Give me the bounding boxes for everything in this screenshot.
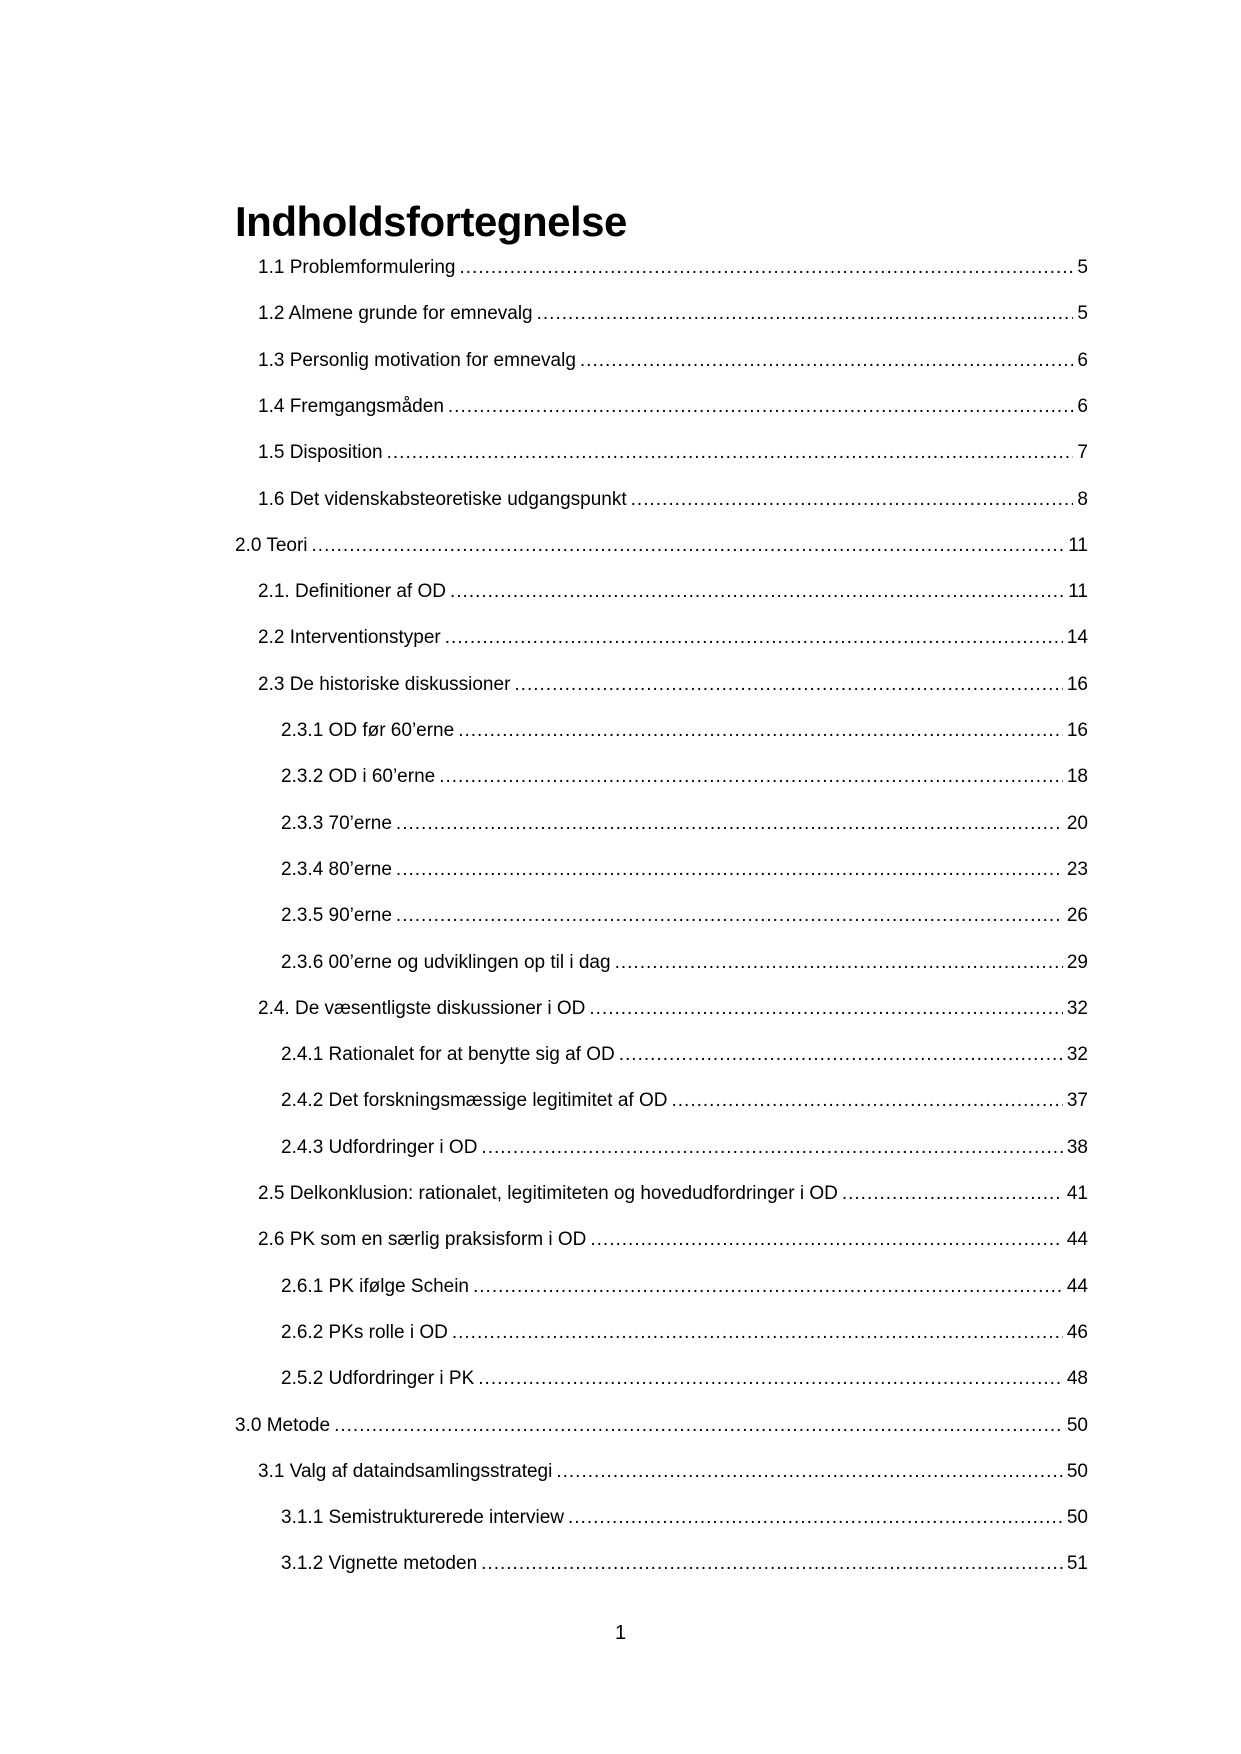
toc-dot-leader bbox=[514, 670, 1062, 700]
toc-entry[interactable] bbox=[258, 392, 1088, 422]
toc-entry-page: 5 bbox=[1077, 257, 1088, 278]
toc-entry[interactable] bbox=[281, 762, 1088, 792]
toc-entry[interactable] bbox=[281, 901, 1088, 931]
toc-entry-label: 2.4.1 Rationalet for at benytte sig af OD bbox=[281, 1044, 615, 1066]
toc-entry-page: 37 bbox=[1066, 1090, 1088, 1112]
toc-entry-page: 23 bbox=[1066, 858, 1088, 880]
toc-entry[interactable] bbox=[258, 253, 1088, 283]
toc-entry-label: 2.3.3 70’erne bbox=[281, 812, 392, 834]
toc-dot-leader bbox=[672, 1086, 1063, 1116]
toc-entry[interactable] bbox=[258, 1179, 1088, 1209]
toc-entry-page: 38 bbox=[1066, 1136, 1088, 1158]
toc-dot-leader bbox=[580, 346, 1074, 376]
toc-entry[interactable] bbox=[281, 1503, 1088, 1533]
toc-entry-page: 11 bbox=[1068, 581, 1088, 603]
toc-entry-label: 1.6 Det videnskabsteoretiske udgangspunkt bbox=[258, 488, 627, 510]
toc-dot-leader bbox=[396, 809, 1063, 839]
toc-entry-page: 51 bbox=[1066, 1553, 1088, 1575]
toc-entry[interactable] bbox=[258, 346, 1088, 376]
toc-entry-page: 11 bbox=[1068, 534, 1088, 556]
toc-entry-page: 41 bbox=[1066, 1183, 1088, 1204]
toc-entry-page: 18 bbox=[1066, 766, 1088, 788]
toc-dot-leader bbox=[619, 1040, 1063, 1070]
toc-entry[interactable] bbox=[281, 1272, 1088, 1302]
toc-entry-page: 50 bbox=[1066, 1507, 1088, 1529]
toc-entry-label: 2.0 Teori bbox=[235, 534, 308, 556]
toc-entry-label: 1.5 Disposition bbox=[258, 442, 383, 464]
toc-entry[interactable] bbox=[235, 1411, 1088, 1441]
toc-dot-leader bbox=[396, 901, 1063, 931]
toc-dot-leader bbox=[396, 855, 1063, 885]
toc-dot-leader bbox=[450, 577, 1064, 607]
toc-entry-page: 20 bbox=[1066, 812, 1088, 834]
toc-dot-leader bbox=[481, 1133, 1062, 1163]
toc-entry-label: 2.5 Delkonklusion: rationalet, legitimiteten og hovedudfordringer i OD bbox=[258, 1183, 838, 1204]
toc-entry-label: 2.3.5 90’erne bbox=[281, 905, 392, 927]
toc-entry-page: 26 bbox=[1066, 905, 1088, 927]
toc-entry-label: 1.4 Fremgangsmåden bbox=[258, 395, 444, 417]
toc-entry-label: 3.1 Valg af dataindsamlingsstrategi bbox=[258, 1460, 553, 1482]
toc-dot-leader bbox=[631, 485, 1074, 515]
toc-entry[interactable] bbox=[281, 1040, 1088, 1070]
toc-entry-label: 2.5.2 Udfordringer i PK bbox=[281, 1368, 475, 1390]
toc-entry-label: 3.0 Metode bbox=[235, 1414, 331, 1436]
toc-entry[interactable] bbox=[281, 1318, 1088, 1348]
toc-entry-page: 14 bbox=[1066, 627, 1088, 649]
toc-entry-label: 2.3.2 OD i 60’erne bbox=[281, 766, 436, 788]
toc-dot-leader bbox=[452, 1318, 1063, 1348]
toc-entry[interactable] bbox=[281, 948, 1088, 978]
toc-entry-page: 6 bbox=[1077, 395, 1088, 417]
toc-entry-label: 1.2 Almene grunde for emnevalg bbox=[258, 303, 533, 325]
toc-entry-page: 32 bbox=[1066, 1044, 1088, 1066]
toc-dot-leader bbox=[556, 1457, 1063, 1487]
toc-entry[interactable] bbox=[281, 716, 1088, 746]
toc-entry-page: 46 bbox=[1066, 1321, 1088, 1343]
toc-dot-leader bbox=[312, 531, 1065, 561]
toc-entry[interactable] bbox=[258, 1457, 1088, 1487]
toc-entry[interactable] bbox=[258, 994, 1088, 1024]
toc-dot-leader bbox=[387, 438, 1074, 468]
toc-entry-label: 2.1. Definitioner af OD bbox=[258, 581, 446, 603]
toc-entry[interactable] bbox=[258, 670, 1088, 700]
toc-entry[interactable] bbox=[281, 809, 1088, 839]
toc-entry-page: 7 bbox=[1077, 442, 1088, 464]
toc-entry[interactable] bbox=[281, 1086, 1088, 1116]
toc-entry[interactable] bbox=[258, 577, 1088, 607]
toc-heading: Indholdsfortegnelse bbox=[235, 198, 627, 245]
toc-entry-page: 16 bbox=[1066, 673, 1088, 695]
toc-entry-page: 48 bbox=[1066, 1368, 1088, 1390]
toc-entry-page: 8 bbox=[1077, 488, 1088, 510]
toc-dot-leader bbox=[568, 1503, 1063, 1533]
toc-entry[interactable] bbox=[258, 1225, 1088, 1255]
toc-dot-leader bbox=[445, 623, 1063, 653]
toc-dot-leader bbox=[473, 1272, 1063, 1302]
toc-entry[interactable] bbox=[235, 531, 1088, 561]
toc-entry-label: 2.3.4 80’erne bbox=[281, 858, 392, 880]
toc-entry-label: 3.1.2 Vignette metoden bbox=[281, 1553, 478, 1575]
toc-entry[interactable] bbox=[281, 855, 1088, 885]
toc-dot-leader bbox=[842, 1179, 1063, 1209]
toc-dot-leader bbox=[439, 762, 1063, 792]
toc-entry-label: 3.1.1 Semistrukturerede interview bbox=[281, 1507, 565, 1529]
toc-entry-label: 2.2 Interventionstyper bbox=[258, 627, 441, 649]
toc-entry[interactable] bbox=[258, 485, 1088, 515]
toc-entry-label: 1.1 Problemformulering bbox=[258, 257, 456, 278]
toc-dot-leader bbox=[481, 1549, 1063, 1579]
toc-entry[interactable] bbox=[281, 1133, 1088, 1163]
toc-entry-page: 44 bbox=[1066, 1229, 1088, 1251]
toc-dot-leader bbox=[458, 716, 1063, 746]
toc-dot-leader bbox=[589, 994, 1062, 1024]
toc-entry[interactable] bbox=[258, 623, 1088, 653]
toc-entry-label: 2.3 De historiske diskussioner bbox=[258, 673, 511, 695]
toc-entry-page: 5 bbox=[1077, 303, 1088, 325]
toc-entry-page: 50 bbox=[1066, 1414, 1088, 1436]
toc-entry[interactable] bbox=[281, 1549, 1088, 1579]
toc-entry-label: 2.6 PK som en særlig praksisform i OD bbox=[258, 1229, 587, 1251]
toc-entry-label: 2.4. De væsentligste diskussioner i OD bbox=[258, 997, 586, 1019]
toc-entry[interactable] bbox=[258, 438, 1088, 468]
toc-dot-leader bbox=[459, 253, 1073, 283]
toc-dot-leader bbox=[615, 948, 1063, 978]
toc-entry[interactable] bbox=[281, 1364, 1088, 1394]
toc-dot-leader bbox=[537, 299, 1074, 329]
toc-entry-page: 6 bbox=[1077, 349, 1088, 371]
toc-entry-page: 50 bbox=[1066, 1460, 1088, 1482]
toc-entry-label: 1.3 Personlig motivation for emnevalg bbox=[258, 349, 576, 371]
toc-entry-label: 2.3.1 OD før 60’erne bbox=[281, 720, 455, 741]
page-number: 1 bbox=[614, 1622, 627, 1644]
toc-entry-page: 16 bbox=[1066, 720, 1088, 741]
toc-entry-label: 2.4.2 Det forskningsmæssige legitimitet af OD bbox=[281, 1090, 668, 1112]
toc-entry-label: 2.6.2 PKs rolle i OD bbox=[281, 1321, 448, 1343]
toc-dot-leader bbox=[590, 1225, 1062, 1255]
toc-dot-leader bbox=[334, 1411, 1063, 1441]
toc-entry-label: 2.6.1 PK ifølge Schein bbox=[281, 1275, 469, 1297]
toc-dot-leader bbox=[448, 392, 1074, 422]
toc-entry-page: 29 bbox=[1066, 951, 1088, 973]
toc-entry[interactable] bbox=[258, 299, 1088, 329]
toc-entry-label: 2.4.3 Udfordringer i OD bbox=[281, 1136, 478, 1158]
toc-entry-label: 2.3.6 00’erne og udviklingen op til i dag bbox=[281, 951, 611, 973]
toc-entry-page: 32 bbox=[1066, 997, 1088, 1019]
toc-dot-leader bbox=[478, 1364, 1063, 1394]
toc-entry-page: 44 bbox=[1066, 1275, 1088, 1297]
